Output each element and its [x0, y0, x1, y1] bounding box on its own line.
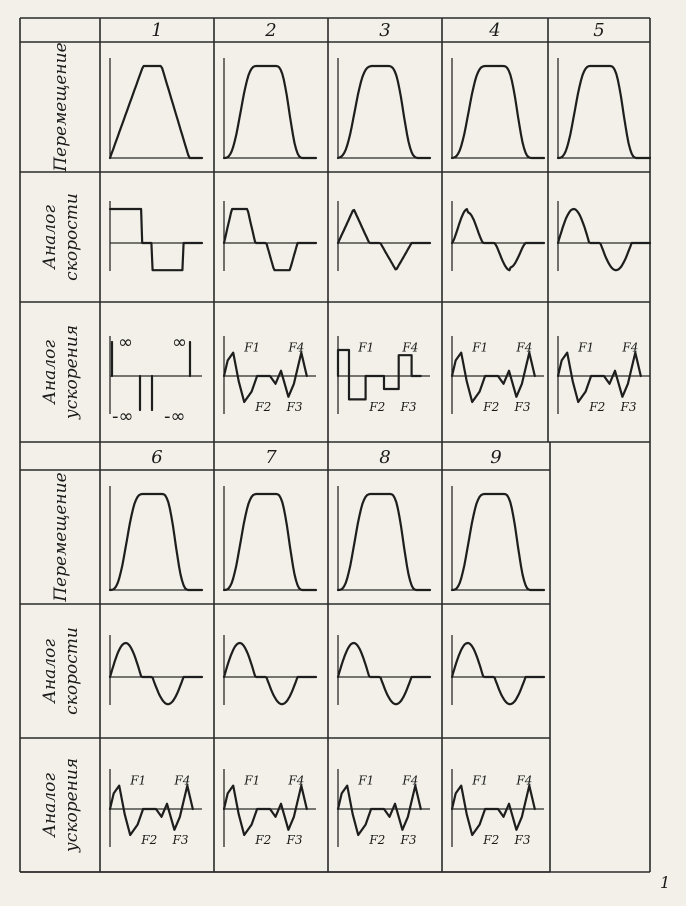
force-label: F3	[514, 400, 531, 415]
force-label: F1	[130, 773, 147, 788]
force-label: F2	[589, 400, 606, 415]
force-label: F4	[288, 340, 305, 355]
motion-curve	[224, 353, 307, 402]
motion-curve	[110, 66, 202, 158]
column-number: 7	[265, 447, 277, 468]
force-label: F2	[255, 400, 272, 415]
row-label-line: Аналог	[40, 205, 60, 269]
motion-curve	[558, 209, 650, 270]
force-label: F2	[141, 833, 158, 848]
column-number: 2	[265, 20, 277, 41]
force-label: F3	[286, 833, 303, 848]
force-label: F3	[514, 833, 531, 848]
motion-curve	[224, 643, 316, 704]
force-label: F1	[472, 773, 489, 788]
row-label	[40, 627, 82, 715]
row-label-line: ускорения	[62, 324, 82, 420]
force-label: F4	[622, 340, 639, 355]
force-label: F4	[516, 340, 533, 355]
column-number: 5	[593, 20, 605, 41]
infinity-label: ∞	[118, 332, 133, 353]
row-label-line: ускорения	[62, 757, 82, 853]
motion-curve	[452, 786, 535, 835]
row-label-line: Перемещение	[51, 472, 71, 602]
row-label	[40, 193, 82, 281]
column-number: 6	[151, 447, 163, 468]
row-label-line: Аналог	[40, 340, 60, 404]
force-label: F4	[516, 773, 533, 788]
force-label: F3	[286, 400, 303, 415]
force-label: F1	[244, 340, 261, 355]
motion-curve	[224, 209, 316, 270]
motion-curve	[224, 494, 316, 590]
motion-curve	[452, 66, 544, 158]
infinity-label: -∞	[164, 406, 186, 427]
force-label: F2	[255, 833, 272, 848]
force-label: F1	[472, 340, 489, 355]
column-number: 1	[151, 20, 163, 41]
force-label: F4	[288, 773, 305, 788]
page-number: 1	[660, 873, 671, 892]
motion-curve	[338, 494, 430, 590]
infinity-label: ∞	[172, 332, 187, 353]
force-label: F1	[244, 773, 261, 788]
row-label-line: Аналог	[40, 773, 60, 837]
column-number: 8	[379, 447, 391, 468]
motion-curve	[110, 494, 202, 590]
force-label: F1	[578, 340, 595, 355]
motion-curve	[452, 209, 544, 270]
motion-curve	[338, 210, 430, 269]
force-label: F1	[358, 340, 375, 355]
infinity-label: -∞	[112, 406, 134, 427]
force-label: F2	[483, 833, 500, 848]
force-label: F4	[174, 773, 191, 788]
column-number: 3	[379, 20, 391, 41]
force-label: F3	[172, 833, 189, 848]
column-number: 9	[490, 447, 502, 468]
motion-curve	[452, 353, 535, 402]
motion-curve	[338, 786, 421, 835]
row-label	[51, 472, 71, 602]
motion-curve	[558, 66, 650, 158]
force-label: F2	[369, 400, 386, 415]
motion-curve	[558, 353, 641, 402]
row-label-line: Перемещение	[51, 42, 71, 172]
force-label: F4	[402, 773, 419, 788]
force-label: F2	[483, 400, 500, 415]
row-label	[40, 325, 82, 420]
force-label: F3	[620, 400, 637, 415]
motion-curve	[110, 643, 202, 704]
row-label	[40, 758, 82, 853]
force-label: F3	[400, 400, 417, 415]
force-label: F1	[358, 773, 375, 788]
motion-curve	[224, 66, 316, 158]
force-label: F3	[400, 833, 417, 848]
motion-curve	[224, 786, 307, 835]
row-label-line: Аналог	[40, 639, 60, 703]
motion-curve	[338, 350, 421, 399]
column-number: 4	[489, 20, 501, 41]
motion-curve	[110, 786, 193, 835]
force-label: F4	[402, 340, 419, 355]
motion-curve	[338, 643, 430, 704]
motion-curve	[452, 643, 544, 704]
motion-curve	[110, 209, 202, 270]
row-label	[51, 42, 71, 172]
motion-curve	[338, 66, 430, 158]
force-label: F2	[369, 833, 386, 848]
row-label-line: скорости	[62, 627, 82, 715]
motion-curve	[452, 494, 544, 590]
row-label-line: скорости	[62, 193, 82, 281]
row-labels	[40, 42, 82, 853]
